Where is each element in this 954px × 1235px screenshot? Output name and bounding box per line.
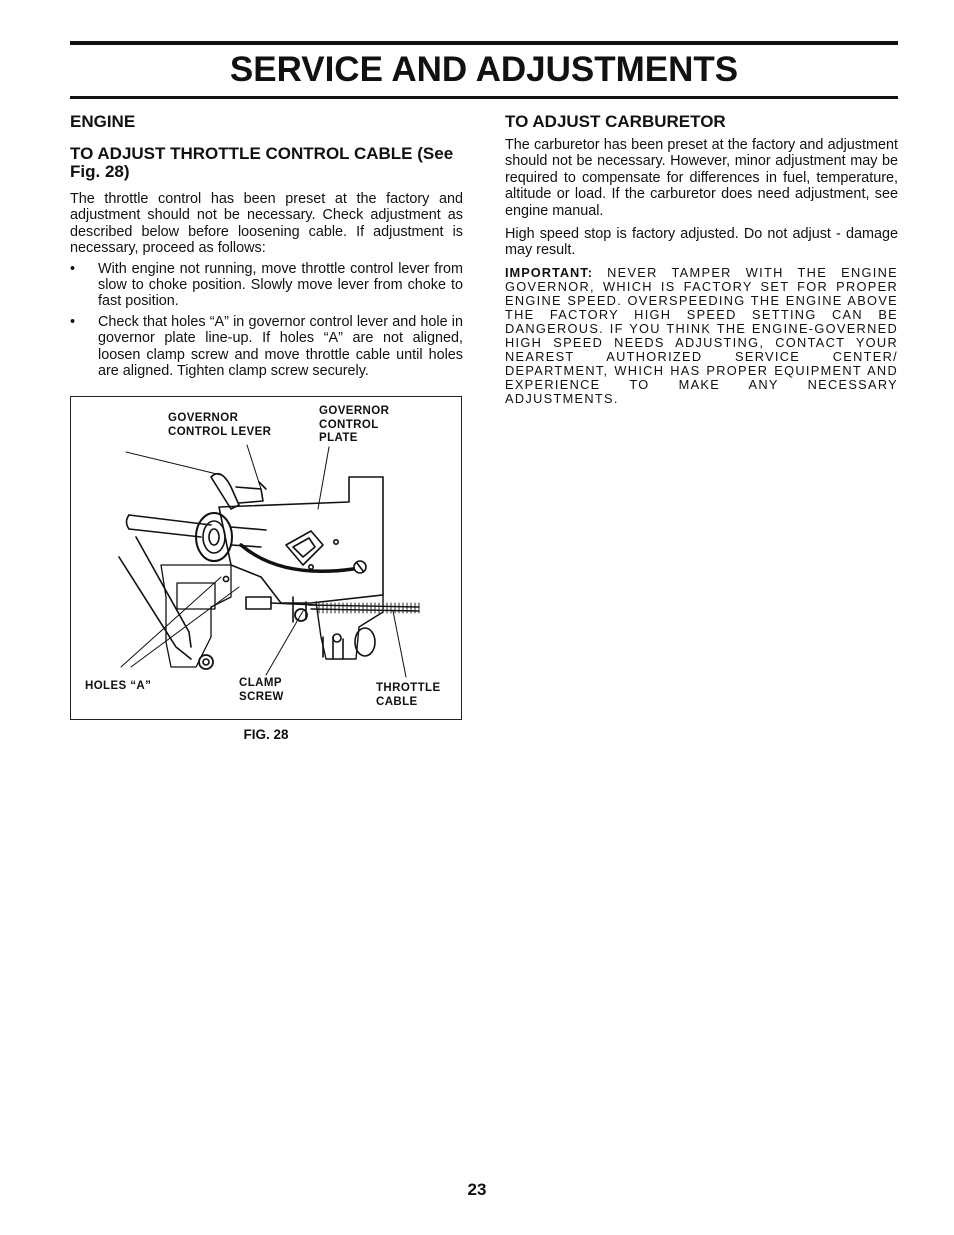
important-label: IMPORTANT: (505, 264, 593, 280)
label-governor-control-plate: GOVERNOR CONTROL PLATE (319, 405, 390, 444)
left-column (70, 112, 463, 383)
figure-caption: FIG. 28 (243, 727, 289, 742)
label-governor-control-lever: GOVERNOR CONTROL LEVER (168, 412, 272, 438)
subsection-title-throttle: TO ADJUST THROTTLE CONTROL CABLE (See Fig. 28) (70, 144, 454, 181)
important-notice (505, 266, 898, 406)
label-clamp-screw: CLAMP SCREW (239, 677, 284, 703)
bullet-symbol: • (70, 313, 76, 330)
page-number: 23 (467, 1180, 487, 1199)
carburetor-paragraph-2: High speed stop is factory adjusted. Do not adjust - damage may result. (505, 226, 898, 259)
page-title: SERVICE AND ADJUSTMENTS (229, 50, 739, 89)
label-throttle-cable: THROTTLE CABLE (376, 682, 441, 708)
right-column (505, 112, 898, 406)
governor-linkage-illustration (71, 397, 461, 719)
figure-28-diagram (70, 396, 462, 720)
header-rule-top (70, 41, 898, 45)
throttle-intro-paragraph: The throttle control has been preset at the factory and adjustment should not be necessary. Check adjustment as described below before loosening cable. If adjustment is necessary, proceed as follows: (70, 191, 463, 257)
bullet-symbol: • (70, 260, 76, 277)
section-title-engine: ENGINE (70, 112, 136, 131)
list-item: • With engine not running, move throttle control lever from slow to choke position. Slowly move lever from choke to fast position. (70, 260, 463, 310)
label-holes-a: HOLES “A” (85, 680, 152, 692)
carburetor-title: TO ADJUST CARBURETOR (505, 112, 726, 131)
carburetor-paragraph-1: The carburetor has been preset at the factory and adjustment should not be necessary. However, minor adjustment may be required to compensate for differences in fuel, temperature, altitude or load. If the carburetor does need adjustment, see engine manual. (505, 137, 898, 219)
header-rule-bottom (70, 96, 898, 99)
list-item: • Check that holes “A” in governor control lever and hole in governor plate line-up. If holes “A” are not aligned, loosen clamp screw and move throttle cable until holes are aligned. Tighten clamp screw securely. (70, 313, 463, 380)
throttle-steps-list (70, 261, 463, 380)
important-text: NEVER TAMPER WITH THE ENGINE GOVERNOR, WHICH IS FACTORY SET FOR PROPER ENGINE SPEED. OVERSPEEDING THE ENGINE ABOVE THE FACTORY HIGH SPEED SETTING CAN BE DANGEROUS. IF YOU THINK THE ENGINE-GOVERNED HIGH SPEED NEEDS ADJUSTING, CONTACT YOUR NEAREST AUTHORIZED SERVICE CENTER/ DEPARTMENT, WHICH HAS PROPER EQUIPMENT AND EXPERIENCE TO MAKE ANY NECESSARY ADJUSTMENTS. (505, 264, 898, 406)
